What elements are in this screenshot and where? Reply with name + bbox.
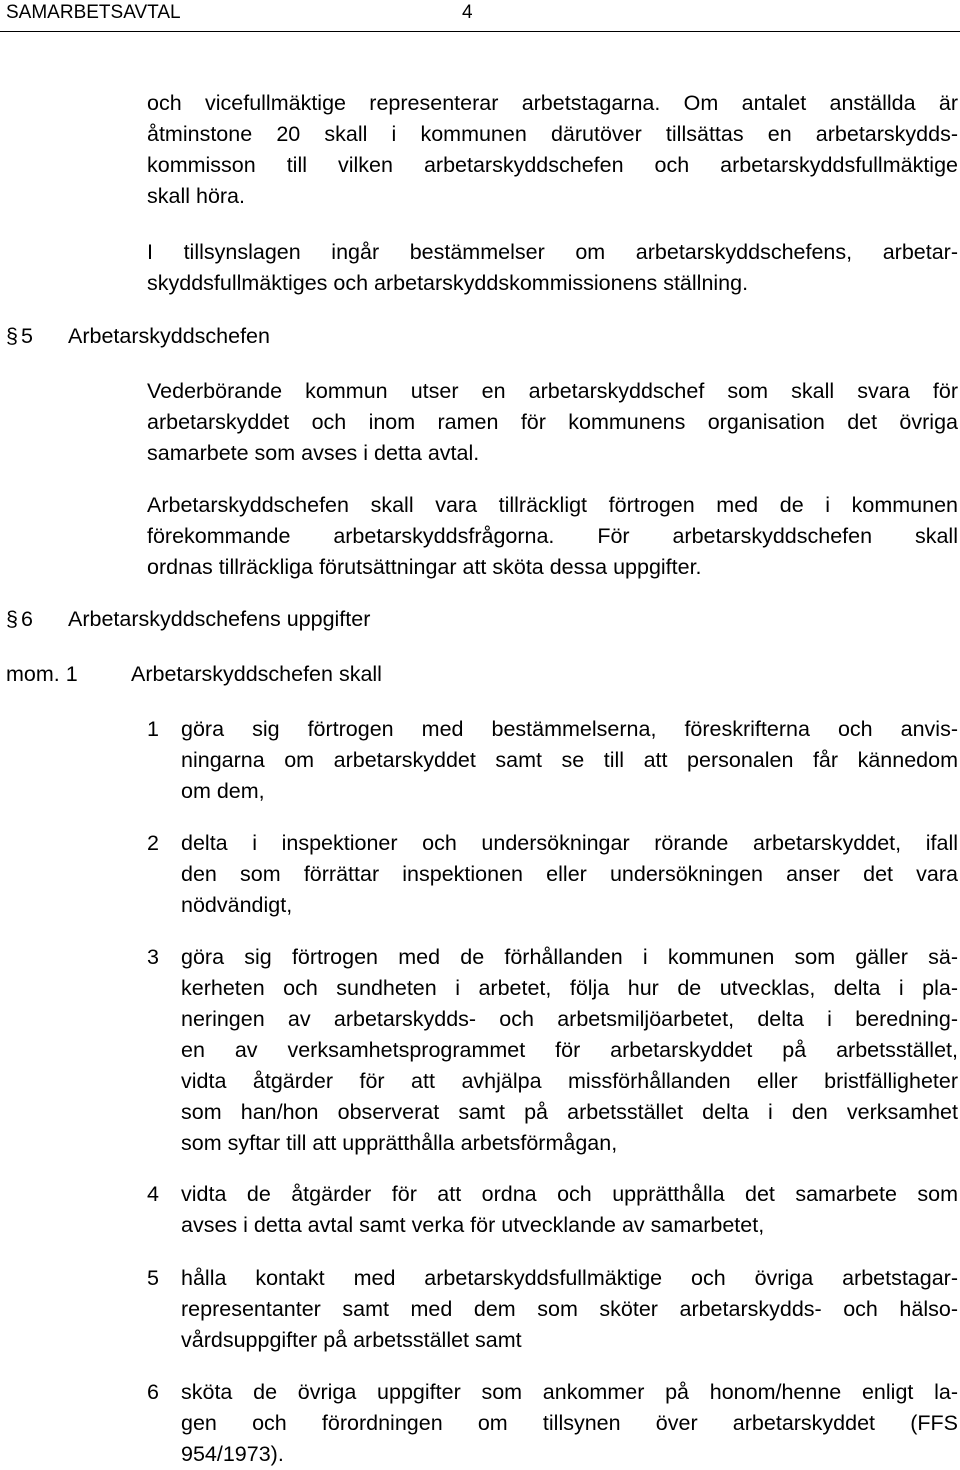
text-line: nödvändigt,	[181, 893, 293, 917]
list-item	[147, 942, 958, 1159]
moment-label: mom. 1	[6, 662, 78, 686]
text-line: skyddsfullmäktiges och arbetarskyddskommissionens ställning.	[147, 271, 749, 295]
text-line: kerheten och sundheten i arbetet, följa hur de utvecklas, delta i pla-	[181, 976, 958, 1000]
intro-paragraph-1	[147, 88, 958, 212]
text-line: och vicefullmäktige representerar arbetstagarna. Om antalet anställda är	[147, 91, 958, 115]
list-item-text	[181, 1179, 958, 1241]
list-item-text	[181, 1377, 958, 1470]
section-5-paragraph-1	[147, 376, 958, 469]
list-item	[147, 828, 958, 921]
moment-lead-text: Arbetarskyddschefen skall	[131, 662, 382, 686]
text-line: vidta de åtgärder för att ordna och upprätthålla det samarbete som	[181, 1182, 958, 1206]
text-line: ningarna om arbetarskyddet samt se till att personalen får kännedom	[181, 748, 958, 772]
text-line: den som förrättar inspektionen eller undersökningen anser det vara	[181, 862, 958, 886]
list-item-number: 6	[147, 1380, 159, 1404]
text-line: avses i detta avtal samt verka för utvecklande av samarbetet,	[181, 1213, 765, 1237]
text-line: neringen av arbetarskydds- och arbetsmiljöarbetet, delta i beredning-	[181, 1007, 958, 1031]
text-line: sköta de övriga uppgifter som ankommer på honom/henne enligt la-	[181, 1380, 958, 1404]
text-line: Arbetarskyddschefen skall vara tillräckligt förtrogen med de i kommunen	[147, 493, 958, 517]
text-line: kommisson till vilken arbetarskyddschefen och arbetarskyddsfullmäktige	[147, 153, 958, 177]
list-item-number: 2	[147, 831, 159, 855]
list-item-number: 1	[147, 717, 159, 741]
list-item-number: 4	[147, 1182, 159, 1206]
text-line: gen och förordningen om tillsynen över arbetarskyddet (FFS	[181, 1411, 958, 1435]
page-number: 4	[462, 2, 473, 23]
text-line: förekommande arbetarskyddsfrågorna. För arbetarskyddschefen skall	[147, 524, 958, 548]
list-item-text	[181, 942, 958, 1159]
section-5-heading	[6, 321, 270, 352]
section-sign: §	[6, 607, 18, 631]
list-item	[147, 1263, 958, 1356]
text-line: Vederbörande kommun utser en arbetarskyddschef som skall svara för	[147, 379, 958, 403]
text-line: representanter samt med dem som sköter arbetarskydds- och hälso-	[181, 1297, 958, 1321]
text-line: en av verksamhetsprogrammet för arbetarskyddet på arbetsstället,	[181, 1038, 958, 1062]
list-item	[147, 714, 958, 807]
text-line: vidta åtgärder för att avhjälpa missförhållanden eller bristfälligheter	[181, 1069, 958, 1093]
text-line: åtminstone 20 skall i kommunen därutöver tillsättas en arbetarskydds-	[147, 122, 958, 146]
text-line: delta i inspektioner och undersökningar rörande arbetarskyddet, ifall	[181, 831, 958, 855]
header-divider	[0, 31, 960, 32]
section-sign: §	[6, 324, 18, 348]
text-line: ordnas tillräckliga förutsättningar att sköta dessa uppgifter.	[147, 555, 702, 579]
list-item-text	[181, 714, 958, 807]
list-item-text	[181, 1263, 958, 1356]
text-line: som syftar till att upprätthålla arbetsförmågan,	[181, 1131, 618, 1155]
section-6-heading	[6, 604, 370, 635]
text-line: hålla kontakt med arbetarskyddsfullmäktige och övriga arbetstagar-	[181, 1266, 958, 1290]
intro-paragraph-2	[147, 237, 958, 299]
text-line: göra sig förtrogen med de förhållanden i kommunen som gäller sä-	[181, 945, 958, 969]
text-line: om dem,	[181, 779, 265, 803]
running-header-title: SAMARBETSAVTAL	[6, 2, 181, 23]
text-line: vårdsuppgifter på arbetsstället samt	[181, 1328, 522, 1352]
text-line: arbetarskyddet och inom ramen för kommunens organisation det övriga	[147, 410, 958, 434]
text-line: I tillsynslagen ingår bestämmelser om arbetarskyddschefens, arbetar-	[147, 240, 958, 264]
list-item-number: 5	[147, 1266, 159, 1290]
list-item	[147, 1377, 958, 1470]
text-line: samarbete som avses i detta avtal.	[147, 441, 480, 465]
list-item-number: 3	[147, 945, 159, 969]
section-title: Arbetarskyddschefen	[68, 324, 270, 348]
text-line: 954/1973).	[181, 1442, 284, 1466]
section-number: 5	[21, 324, 33, 348]
text-line: göra sig förtrogen med bestämmelserna, föreskrifterna och anvis-	[181, 717, 958, 741]
section-5-paragraph-2	[147, 490, 958, 583]
list-item-text	[181, 828, 958, 921]
section-number: 6	[21, 607, 33, 631]
list-item	[147, 1179, 958, 1241]
text-line: skall höra.	[147, 184, 245, 208]
section-title: Arbetarskyddschefens uppgifter	[68, 607, 371, 631]
text-line: som han/hon observerat samt på arbetsstället delta i den verksamhet	[181, 1100, 958, 1124]
